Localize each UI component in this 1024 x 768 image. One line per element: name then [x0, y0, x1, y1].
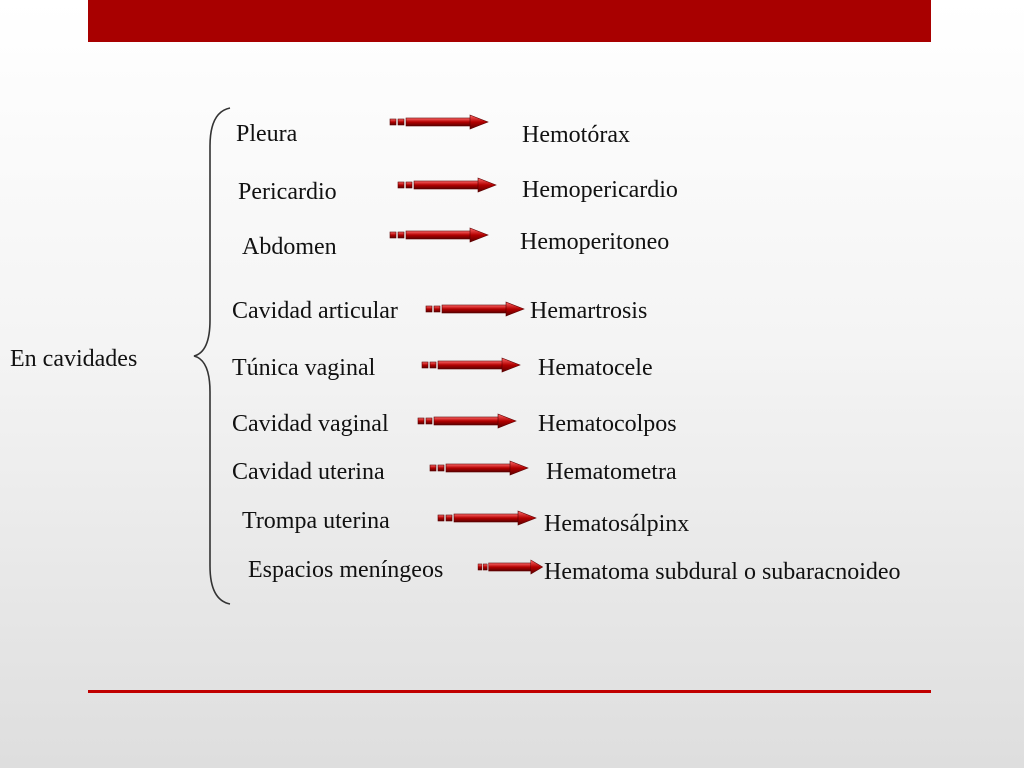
group-label: En cavidades	[10, 346, 138, 372]
bottom-divider-line	[88, 690, 931, 693]
result-label-hematocele: Hematocele	[538, 355, 653, 381]
arrow-icon	[430, 461, 530, 475]
arrow-icon	[390, 228, 490, 242]
result-label-hemopericardio: Hemopericardio	[522, 177, 678, 203]
arrow-icon	[478, 560, 544, 574]
result-label-hemartrosis: Hemartrosis	[530, 298, 648, 324]
top-accent-bar	[88, 0, 931, 42]
arrow-icon	[426, 302, 526, 316]
site-label-espacios-meningeos: Espacios meníngeos	[248, 557, 444, 583]
site-label-cavidad-uterina: Cavidad uterina	[232, 459, 385, 485]
arrow-icon	[438, 511, 538, 525]
result-label-hematosalpinx: Hematosálpinx	[544, 511, 690, 537]
site-label-cavidad-vaginal: Cavidad vaginal	[232, 411, 389, 437]
site-label-trompa-uterina: Trompa uterina	[242, 508, 390, 534]
result-label-hemotorax: Hemotórax	[522, 122, 630, 148]
arrow-icon	[390, 115, 490, 129]
result-label-hemoperitoneo: Hemoperitoneo	[520, 229, 670, 255]
arrow-icon	[398, 178, 498, 192]
site-label-pleura: Pleura	[236, 121, 298, 147]
site-label-cavidad-articular: Cavidad articular	[232, 298, 398, 324]
arrow-icon	[418, 414, 518, 428]
result-label-hematocolpos: Hematocolpos	[538, 411, 677, 437]
left-curly-brace	[192, 106, 236, 606]
arrow-icon	[422, 358, 522, 372]
site-label-abdomen: Abdomen	[242, 234, 337, 260]
result-label-hematoma-subdural: Hematoma subdural o subaracnoideo	[544, 559, 901, 585]
site-label-pericardio: Pericardio	[238, 179, 337, 205]
site-label-tunica-vaginal: Túnica vaginal	[232, 355, 376, 381]
result-label-hematometra: Hematometra	[546, 459, 677, 485]
